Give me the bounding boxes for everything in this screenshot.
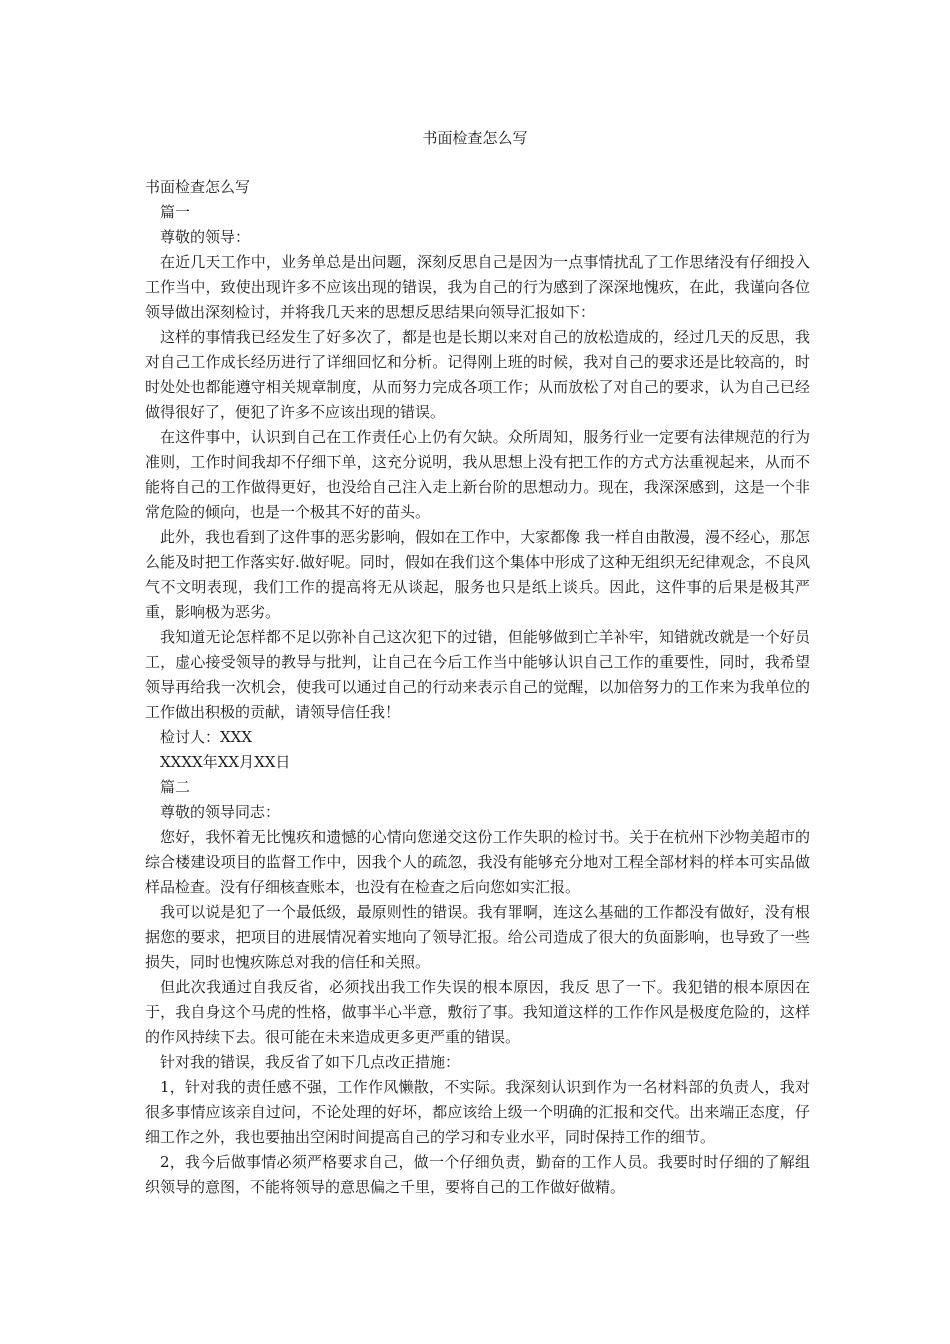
document-title: 书面检查怎么写 xyxy=(422,129,528,147)
salutation-2: 尊敬的领导同志： xyxy=(160,803,281,821)
body-heading: 书面检查怎么写 xyxy=(145,178,251,196)
section-label-1: 篇一 xyxy=(160,203,191,221)
salutation-1: 尊敬的领导： xyxy=(160,228,251,246)
paragraph: 在这件事中，认识到自己在工作责任心上仍有欠缺。众所周知，服务行业一定要有法律规范的行为准则，工作时间我却不仔细下单，这充分说明，我从思想上没有把工作的方式方法重视起来，从而不能将自己的工作做得更好，也没给自己注入走上新台阶的思想动力。现在，我深深感到，这是一个非常危险的倾向，也是一个极其不好的苗头。 xyxy=(145,428,810,521)
paragraph: 这样的事情我已经发生了好多次了，都是也是长期以来对自己的放松造成的，经过几天的反思，我对自己工作成长经历进行了详细回忆和分析。记得刚上班的时候，我对自己的要求还是比较高的，时时处处也都能遵守相关规章制度，从而努力完成各项工作；从而放松了对自己的要求，认为自己已经做得很好了，便犯了许多不应该出现的错误。 xyxy=(145,328,810,421)
paragraph: 您好，我怀着无比愧疚和遗憾的心情向您递交这份工作失职的检讨书。关于在杭州下沙物美超市的综合楼建设项目的监督工作中，因我个人的疏忽，我没有能够充分地对工程全部材料的样本可实品做样品检查。没有仔细核查账本，也没有在检查之后向您如实汇报。 xyxy=(145,828,810,896)
paragraph: 我知道无论怎样都不足以弥补自己这次犯下的过错，但能够做到亡羊补牢，知错就改就是一个好员工，虚心接受领导的教导与批判，让自己在今后工作当中能够认识自己工作的重要性，同时，我希望领导再给我一次机会，使我可以通过自己的行动来表示自己的觉醒，以加倍努力的工作来为我单位的工作做出积极的贡献，请领导信任我！ xyxy=(145,628,810,721)
list-item: 1，针对我的责任感不强，工作作风懒散，不实际。我深刻认识到作为一名材料部的负责人，我对很多事情应该亲自过问，不论处理的好坏，都应该给上级一个明确的汇报和交代。出来端正态度，仔细工作之外，我也要抽出空闲时间提高自己的学习和专业水平，同时保持工作的细节。 xyxy=(145,1078,810,1146)
paragraph: 我可以说是犯了一个最低级，最原则性的错误。我有罪啊，连这么基础的工作都没有做好，没有根据您的要求，把项目的进展情况着实地向了领导汇报。给公司造成了很大的负面影响，也导致了一些损失，同时也愧疚陈总对我的信任和关照。 xyxy=(145,903,810,971)
paragraph: 针对我的错误，我反省了如下几点改正措施： xyxy=(160,1053,461,1071)
date-line: XXXX年XX月XX日 xyxy=(160,753,291,771)
section-label-2: 篇二 xyxy=(160,778,191,796)
document-body xyxy=(145,175,810,1200)
paragraph: 但此次我通过自我反省，必须找出我工作失误的根本原因，我反 思了一下。我犯错的根本原因在于，我自身这个马虎的性格，做事半心半意，敷衍了事。我知道这样的工作作风是极度危险的，这样的作风持续下去。很可能在未来造成更多更严重的错误。 xyxy=(145,978,810,1046)
paragraph: 此外，我也看到了这件事的恶劣影响，假如在工作中，大家都像 我一样自由散漫，漫不经心，那怎么能及时把工作落实好.做好呢。同时，假如在我们这个集体中形成了这种无组织无纪律观念，不良风气不文明表现，我们工作的提高将无从谈起，服务也只是纸上谈兵。因此，这件事的后果是极其严重，影响极为恶劣。 xyxy=(145,528,810,621)
signature: 检讨人：XXX xyxy=(160,728,253,746)
paragraph: 在近几天工作中，业务单总是出问题，深刻反思自己是因为一点事情扰乱了工作思绪没有仔细投入工作当中，致使出现许多不应该出现的错误，我为自己的行为感到了深深地愧疚，在此，我谨向各位领导做出深刻检讨，并将我几天来的思想反思结果向领导汇报如下： xyxy=(145,253,810,321)
list-item: 2，我今后做事情必须严格要求自己，做一个仔细负责，勤奋的工作人员。我要时时仔细的了解组织领导的意图，不能将领导的意思偏之千里，要将自己的工作做好做精。 xyxy=(145,1153,810,1196)
